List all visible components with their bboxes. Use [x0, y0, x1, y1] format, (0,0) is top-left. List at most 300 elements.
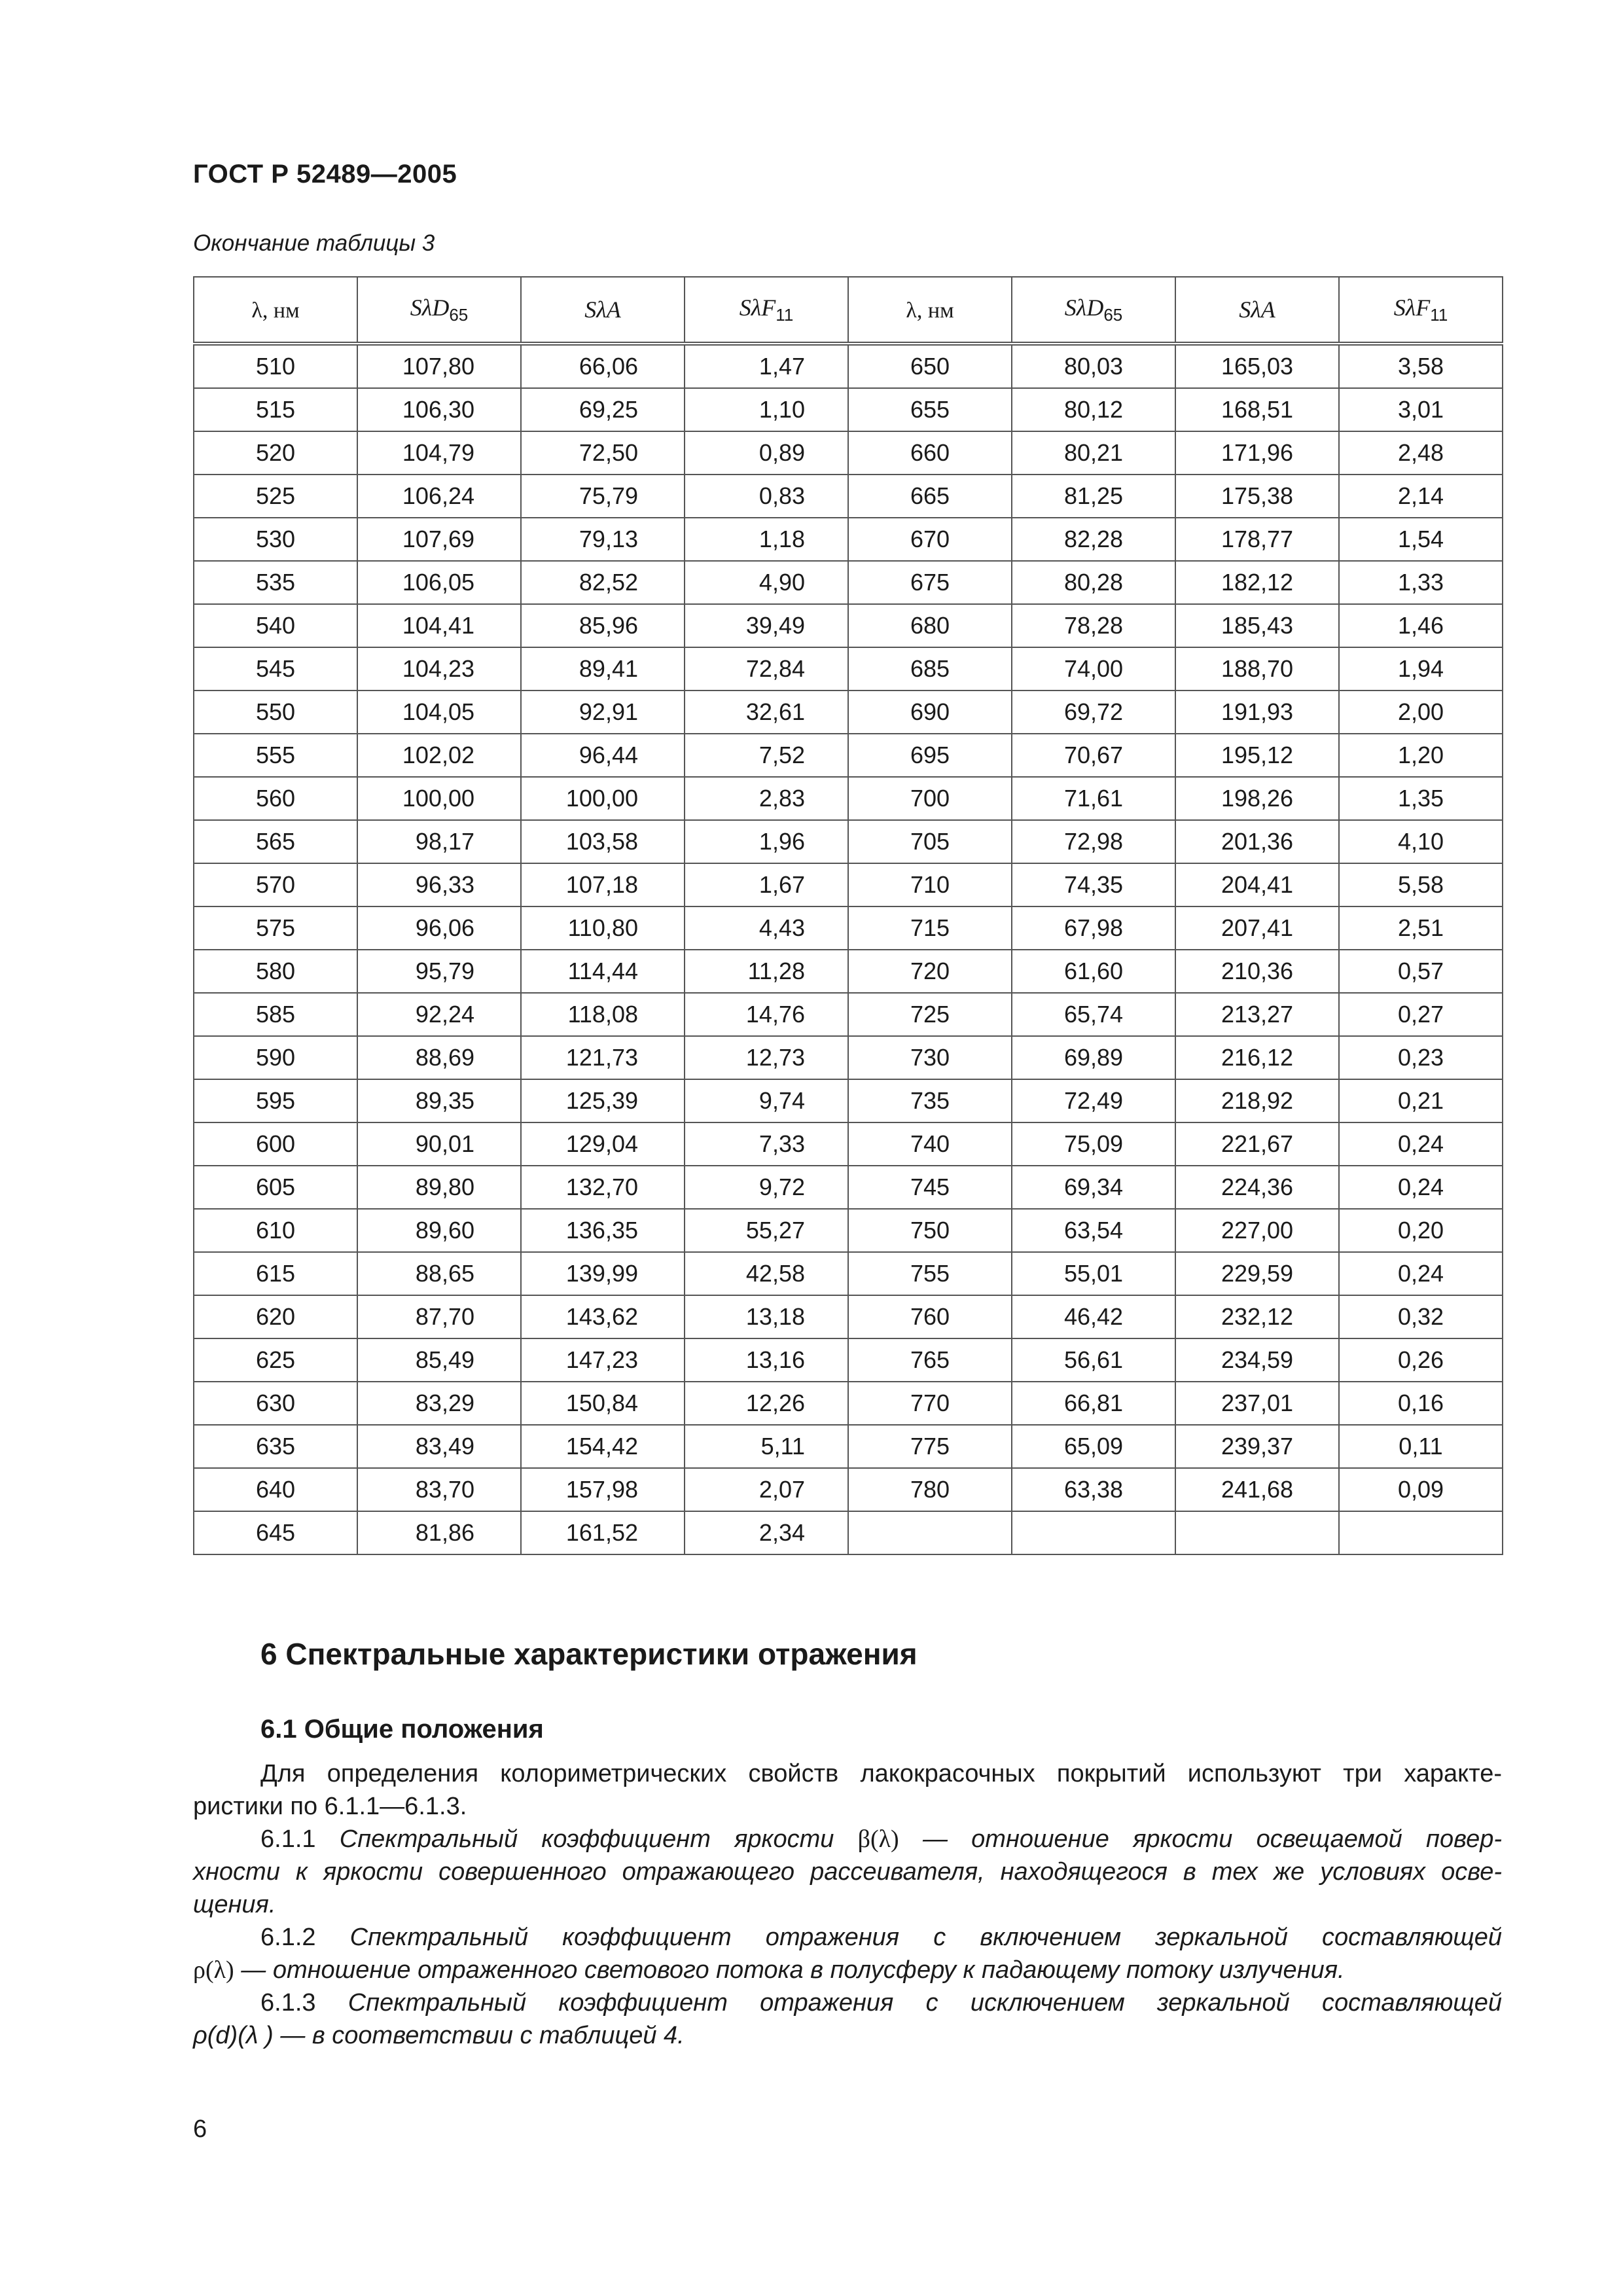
table-cell: 239,37 — [1175, 1425, 1339, 1468]
table-cell: 775 — [848, 1425, 1012, 1468]
table-cell: 1,67 — [685, 863, 848, 906]
table-cell: 3,01 — [1339, 388, 1503, 431]
table-cell: 90,01 — [357, 1122, 521, 1166]
table-cell: 625 — [194, 1338, 357, 1382]
table-cell: 2,48 — [1339, 431, 1503, 475]
table-row — [194, 1166, 1503, 1209]
table-cell: 66,81 — [1012, 1382, 1175, 1425]
table-cell: 1,54 — [1339, 518, 1503, 561]
table-cell: 0,24 — [1339, 1166, 1503, 1209]
table-cell: 72,49 — [1012, 1079, 1175, 1122]
table-row — [194, 344, 1503, 388]
table-cell: 69,34 — [1012, 1166, 1175, 1209]
table-row — [194, 734, 1503, 777]
table-row — [194, 1295, 1503, 1338]
table-cell: 229,59 — [1175, 1252, 1339, 1295]
table-cell: 0,11 — [1339, 1425, 1503, 1468]
table-cell: 4,90 — [685, 561, 848, 604]
table-header-row — [194, 277, 1503, 344]
table-cell: 198,26 — [1175, 777, 1339, 820]
table-cell: 56,61 — [1012, 1338, 1175, 1382]
table-cell: 575 — [194, 906, 357, 950]
table-cell: 730 — [848, 1036, 1012, 1079]
table-cell: 143,62 — [521, 1295, 685, 1338]
table-cell: 107,18 — [521, 863, 685, 906]
table-cell: 695 — [848, 734, 1012, 777]
definition-text: — отношение яркости освещаемой повер- — [922, 1825, 1502, 1853]
table-cell: 161,52 — [521, 1511, 685, 1554]
table-cell: 175,38 — [1175, 475, 1339, 518]
table-cell: 191,93 — [1175, 691, 1339, 734]
table-cell: 565 — [194, 820, 357, 863]
table-cell: 72,50 — [521, 431, 685, 475]
paragraph-line: щения. — [193, 1891, 276, 1918]
section-title: 6 Спектральные характеристики отражения — [260, 1637, 918, 1671]
table-cell: 640 — [194, 1468, 357, 1511]
table-cell: 550 — [194, 691, 357, 734]
table-cell: 100,00 — [357, 777, 521, 820]
formula-symbol: ρ(λ) — [193, 1956, 234, 1984]
table-cell: 735 — [848, 1079, 1012, 1122]
paragraph-line: ристики по 6.1.1—6.1.3. — [193, 1793, 467, 1820]
table-cell: 740 — [848, 1122, 1012, 1166]
definition-text: — отношение отраженного светового потока в полусферу к падающему потоку излучения. — [241, 1956, 1345, 1984]
table-cell: 2,00 — [1339, 691, 1503, 734]
table-row — [194, 820, 1503, 863]
column-header — [521, 277, 685, 344]
table-cell: 185,43 — [1175, 604, 1339, 647]
paragraph-line: Для определения колориметрических свойств лакокрасочных покрытий используют три характе- — [260, 1760, 1502, 1787]
table-cell: 1,94 — [1339, 647, 1503, 691]
table-cell: 78,28 — [1012, 604, 1175, 647]
table-cell: 114,44 — [521, 950, 685, 993]
table-body — [194, 344, 1503, 1554]
paragraph-line — [193, 1954, 1502, 1986]
table-cell: 104,05 — [357, 691, 521, 734]
table-cell: 600 — [194, 1122, 357, 1166]
table-row — [194, 561, 1503, 604]
table-cell: 136,35 — [521, 1209, 685, 1252]
table-cell: 7,33 — [685, 1122, 848, 1166]
table-row — [194, 1338, 1503, 1382]
table-cell: 210,36 — [1175, 950, 1339, 993]
table-cell: 710 — [848, 863, 1012, 906]
table-cell: 82,28 — [1012, 518, 1175, 561]
table-cell: 530 — [194, 518, 357, 561]
table-cell: 2,07 — [685, 1468, 848, 1511]
column-header — [848, 277, 1012, 344]
column-header — [1175, 277, 1339, 344]
table-cell: 685 — [848, 647, 1012, 691]
table-row — [194, 518, 1503, 561]
table-row — [194, 431, 1503, 475]
column-header — [1012, 277, 1175, 344]
table-cell: 13,18 — [685, 1295, 848, 1338]
column-header-label: SλA — [584, 296, 621, 323]
table-cell: 520 — [194, 431, 357, 475]
table-cell: 65,09 — [1012, 1425, 1175, 1468]
table-row — [194, 475, 1503, 518]
table-cell: 89,41 — [521, 647, 685, 691]
table-cell: 39,49 — [685, 604, 848, 647]
table-cell: 207,41 — [1175, 906, 1339, 950]
table-cell: 107,69 — [357, 518, 521, 561]
table-cell: 66,06 — [521, 344, 685, 388]
table-cell: 80,28 — [1012, 561, 1175, 604]
table-cell: 560 — [194, 777, 357, 820]
table-cell: 201,36 — [1175, 820, 1339, 863]
clause-number: 6.1.3 — [260, 1989, 316, 2017]
table-cell: 1,46 — [1339, 604, 1503, 647]
table-cell: 515 — [194, 388, 357, 431]
table-row — [194, 1036, 1503, 1079]
table-cell: 74,35 — [1012, 863, 1175, 906]
table-cell: 55,01 — [1012, 1252, 1175, 1295]
column-header-subscript: 11 — [1430, 305, 1448, 325]
table-cell: 620 — [194, 1295, 357, 1338]
table-cell: 4,10 — [1339, 820, 1503, 863]
formula-symbol: β(λ) — [857, 1825, 899, 1853]
table-cell: 63,54 — [1012, 1209, 1175, 1252]
table-cell: 165,03 — [1175, 344, 1339, 388]
table-cell: 95,79 — [357, 950, 521, 993]
table-row — [194, 1209, 1503, 1252]
table-cell: 107,80 — [357, 344, 521, 388]
table-cell: 83,49 — [357, 1425, 521, 1468]
column-header — [1339, 277, 1503, 344]
table-row — [194, 950, 1503, 993]
table-cell: 570 — [194, 863, 357, 906]
table-cell: 2,14 — [1339, 475, 1503, 518]
table-cell: 67,98 — [1012, 906, 1175, 950]
table-cell: 96,33 — [357, 863, 521, 906]
table-cell: 85,49 — [357, 1338, 521, 1382]
clause-number: 6.1.1 — [260, 1825, 316, 1853]
table-cell: 104,23 — [357, 647, 521, 691]
table-cell: 63,38 — [1012, 1468, 1175, 1511]
definition-term: Спектральный коэффициент отражения с исключением зеркальной составляющей — [348, 1989, 1502, 2017]
table-cell: 9,74 — [685, 1079, 848, 1122]
table-row — [194, 906, 1503, 950]
table-cell: 680 — [848, 604, 1012, 647]
table-cell: 71,61 — [1012, 777, 1175, 820]
table-cell: 675 — [848, 561, 1012, 604]
table-cell: 81,86 — [357, 1511, 521, 1554]
table-cell: 70,67 — [1012, 734, 1175, 777]
table-cell: 2,51 — [1339, 906, 1503, 950]
table-cell: 100,00 — [521, 777, 685, 820]
table-cell: 232,12 — [1175, 1295, 1339, 1338]
table-cell: 75,79 — [521, 475, 685, 518]
paragraph-line — [193, 1986, 1502, 2019]
table-cell: 660 — [848, 431, 1012, 475]
table-cell: 585 — [194, 993, 357, 1036]
table-cell: 88,65 — [357, 1252, 521, 1295]
definition-text: — в соответствии с таблицей 4. — [280, 2022, 685, 2049]
paragraph-line — [193, 2019, 1502, 2052]
table-cell: 535 — [194, 561, 357, 604]
spectral-data-table — [193, 276, 1503, 1555]
table-cell: 720 — [848, 950, 1012, 993]
table-cell: 80,12 — [1012, 388, 1175, 431]
table-cell: 13,16 — [685, 1338, 848, 1382]
table-cell: 705 — [848, 820, 1012, 863]
table-cell: 690 — [848, 691, 1012, 734]
table-row — [194, 1511, 1503, 1554]
table-cell: 147,23 — [521, 1338, 685, 1382]
table-cell: 0,57 — [1339, 950, 1503, 993]
table-cell: 3,58 — [1339, 344, 1503, 388]
table-cell: 11,28 — [685, 950, 848, 993]
table-cell: 0,26 — [1339, 1338, 1503, 1382]
table-cell: 129,04 — [521, 1122, 685, 1166]
table-cell: 88,69 — [357, 1036, 521, 1079]
table-row — [194, 1425, 1503, 1468]
table-cell: 12,73 — [685, 1036, 848, 1079]
table-cell: 188,70 — [1175, 647, 1339, 691]
table-cell: 0,20 — [1339, 1209, 1503, 1252]
table-row — [194, 388, 1503, 431]
table-cell: 2,34 — [685, 1511, 848, 1554]
table-cell: 760 — [848, 1295, 1012, 1338]
table-cell: 55,27 — [685, 1209, 848, 1252]
column-header — [685, 277, 848, 344]
table-cell: 0,89 — [685, 431, 848, 475]
table-cell: 635 — [194, 1425, 357, 1468]
table-row — [194, 863, 1503, 906]
paragraph-intro — [193, 1757, 1502, 1823]
table-cell: 645 — [194, 1511, 357, 1554]
table-cell: 0,23 — [1339, 1036, 1503, 1079]
paragraph-line — [193, 1823, 1502, 1856]
table-row — [194, 1122, 1503, 1166]
table-cell: 104,79 — [357, 431, 521, 475]
document-header: ГОСТ Р 52489—2005 — [193, 160, 457, 188]
table-cell: 665 — [848, 475, 1012, 518]
table-cell: 83,29 — [357, 1382, 521, 1425]
table-cell: 139,99 — [521, 1252, 685, 1295]
column-header-label: λ, нм — [251, 298, 300, 323]
paragraph-6-1-2 — [193, 1921, 1502, 1986]
table-cell: 32,61 — [685, 691, 848, 734]
table-cell: 580 — [194, 950, 357, 993]
table-cell: 700 — [848, 777, 1012, 820]
table-row — [194, 777, 1503, 820]
table-cell: 69,25 — [521, 388, 685, 431]
table-cell: 765 — [848, 1338, 1012, 1382]
table-cell: 85,96 — [521, 604, 685, 647]
table-cell: 80,21 — [1012, 431, 1175, 475]
table-cell: 615 — [194, 1252, 357, 1295]
table-cell: 605 — [194, 1166, 357, 1209]
table-cell: 0,16 — [1339, 1382, 1503, 1425]
table-cell: 110,80 — [521, 906, 685, 950]
table-row — [194, 691, 1503, 734]
table-cell: 182,12 — [1175, 561, 1339, 604]
table-cell: 780 — [848, 1468, 1012, 1511]
table-cell: 5,58 — [1339, 863, 1503, 906]
table-cell: 9,72 — [685, 1166, 848, 1209]
definition-term: Спектральный коэффициент отражения с включением зеркальной составляющей — [349, 1924, 1502, 1951]
table-cell: 69,89 — [1012, 1036, 1175, 1079]
table-cell: 725 — [848, 993, 1012, 1036]
table-cell: 118,08 — [521, 993, 685, 1036]
table-row — [194, 1468, 1503, 1511]
table-cell: 178,77 — [1175, 518, 1339, 561]
table-cell: 89,60 — [357, 1209, 521, 1252]
table-cell: 4,43 — [685, 906, 848, 950]
table-cell: 14,76 — [685, 993, 848, 1036]
table-cell: 670 — [848, 518, 1012, 561]
table-cell: 96,44 — [521, 734, 685, 777]
table-cell: 74,00 — [1012, 647, 1175, 691]
table-cell — [1012, 1511, 1175, 1554]
paragraph-line — [193, 1921, 1502, 1954]
table-cell: 595 — [194, 1079, 357, 1122]
table-cell: 655 — [848, 388, 1012, 431]
table-cell: 92,91 — [521, 691, 685, 734]
table-cell: 72,84 — [685, 647, 848, 691]
table-cell: 545 — [194, 647, 357, 691]
table-cell: 630 — [194, 1382, 357, 1425]
clause-number: 6.1.2 — [260, 1924, 316, 1951]
table-cell: 46,42 — [1012, 1295, 1175, 1338]
table-row — [194, 604, 1503, 647]
column-header — [194, 277, 357, 344]
table-cell: 1,96 — [685, 820, 848, 863]
paragraph-6-1-1 — [193, 1823, 1502, 1921]
table-cell: 171,96 — [1175, 431, 1339, 475]
table-cell: 195,12 — [1175, 734, 1339, 777]
table-cell: 42,58 — [685, 1252, 848, 1295]
table-cell: 69,72 — [1012, 691, 1175, 734]
table-cell: 0,27 — [1339, 993, 1503, 1036]
table-cell: 227,00 — [1175, 1209, 1339, 1252]
table-cell: 89,35 — [357, 1079, 521, 1122]
table-cell: 237,01 — [1175, 1382, 1339, 1425]
column-header-label: λ, нм — [906, 298, 954, 323]
page-number: 6 — [193, 2115, 207, 2143]
formula-symbol: ρ(d)(λ ) — [193, 2022, 274, 2049]
table-cell: 96,06 — [357, 906, 521, 950]
table-cell — [848, 1511, 1012, 1554]
table-cell: 87,70 — [357, 1295, 521, 1338]
table-row — [194, 993, 1503, 1036]
table-cell: 0,21 — [1339, 1079, 1503, 1122]
column-header-label: SλD — [1064, 294, 1104, 321]
table-cell: 5,11 — [685, 1425, 848, 1468]
table-cell: 745 — [848, 1166, 1012, 1209]
table-cell: 540 — [194, 604, 357, 647]
table-cell: 104,41 — [357, 604, 521, 647]
table-caption: Окончание таблицы 3 — [193, 230, 435, 256]
table-cell: 92,24 — [357, 993, 521, 1036]
paragraph-line: хности к яркости совершенного отражающего рассеивателя, находящегося в тех же условиях осве- — [193, 1858, 1502, 1886]
table-cell: 1,20 — [1339, 734, 1503, 777]
table-cell: 0,83 — [685, 475, 848, 518]
table-cell: 168,51 — [1175, 388, 1339, 431]
table-cell: 154,42 — [521, 1425, 685, 1468]
table-cell: 7,52 — [685, 734, 848, 777]
table-cell: 216,12 — [1175, 1036, 1339, 1079]
table-cell: 1,10 — [685, 388, 848, 431]
table-cell: 1,33 — [1339, 561, 1503, 604]
table-cell: 555 — [194, 734, 357, 777]
subsection-title: 6.1 Общие положения — [260, 1715, 544, 1744]
paragraph-6-1-3 — [193, 1986, 1502, 2052]
table-cell: 125,39 — [521, 1079, 685, 1122]
table-cell — [1339, 1511, 1503, 1554]
table-cell: 61,60 — [1012, 950, 1175, 993]
table-cell: 72,98 — [1012, 820, 1175, 863]
table-cell: 106,05 — [357, 561, 521, 604]
table-cell: 0,09 — [1339, 1468, 1503, 1511]
table-cell: 79,13 — [521, 518, 685, 561]
table-cell: 2,83 — [685, 777, 848, 820]
table-row — [194, 647, 1503, 691]
table-cell: 510 — [194, 344, 357, 388]
column-header-label: SλF — [1393, 294, 1431, 321]
column-header-subscript: 65 — [449, 305, 469, 325]
table-cell: 525 — [194, 475, 357, 518]
table-cell: 75,09 — [1012, 1122, 1175, 1166]
table-cell: 221,67 — [1175, 1122, 1339, 1166]
table-cell: 157,98 — [521, 1468, 685, 1511]
table-row — [194, 1252, 1503, 1295]
table-cell: 1,35 — [1339, 777, 1503, 820]
table-cell: 1,18 — [685, 518, 848, 561]
table-cell: 224,36 — [1175, 1166, 1339, 1209]
table-cell: 0,24 — [1339, 1252, 1503, 1295]
table-cell: 106,30 — [357, 388, 521, 431]
table-cell: 106,24 — [357, 475, 521, 518]
table-cell: 213,27 — [1175, 993, 1339, 1036]
table-cell: 132,70 — [521, 1166, 685, 1209]
column-header — [357, 277, 521, 344]
table-cell: 218,92 — [1175, 1079, 1339, 1122]
table-row — [194, 1382, 1503, 1425]
table-cell: 750 — [848, 1209, 1012, 1252]
table-cell: 81,25 — [1012, 475, 1175, 518]
column-header-subscript: 11 — [776, 305, 794, 325]
table-cell: 241,68 — [1175, 1468, 1339, 1511]
table-cell: 102,02 — [357, 734, 521, 777]
table-cell: 590 — [194, 1036, 357, 1079]
table-cell: 1,47 — [685, 344, 848, 388]
column-header-label: SλA — [1239, 296, 1275, 323]
table-cell: 0,32 — [1339, 1295, 1503, 1338]
table-cell: 234,59 — [1175, 1338, 1339, 1382]
table-cell: 650 — [848, 344, 1012, 388]
table-cell: 98,17 — [357, 820, 521, 863]
table-cell: 0,24 — [1339, 1122, 1503, 1166]
table-cell: 80,03 — [1012, 344, 1175, 388]
table-cell: 715 — [848, 906, 1012, 950]
column-header-label: SλF — [739, 294, 776, 321]
column-header-label: SλD — [410, 294, 450, 321]
table-cell — [1175, 1511, 1339, 1554]
table-cell: 12,26 — [685, 1382, 848, 1425]
table-cell: 103,58 — [521, 820, 685, 863]
table-cell: 610 — [194, 1209, 357, 1252]
definition-term: Спектральный коэффициент яркости — [339, 1825, 834, 1853]
table-cell: 770 — [848, 1382, 1012, 1425]
column-header-subscript: 65 — [1103, 305, 1123, 325]
table-cell: 204,41 — [1175, 863, 1339, 906]
table-cell: 65,74 — [1012, 993, 1175, 1036]
table-cell: 83,70 — [357, 1468, 521, 1511]
table-cell: 755 — [848, 1252, 1012, 1295]
